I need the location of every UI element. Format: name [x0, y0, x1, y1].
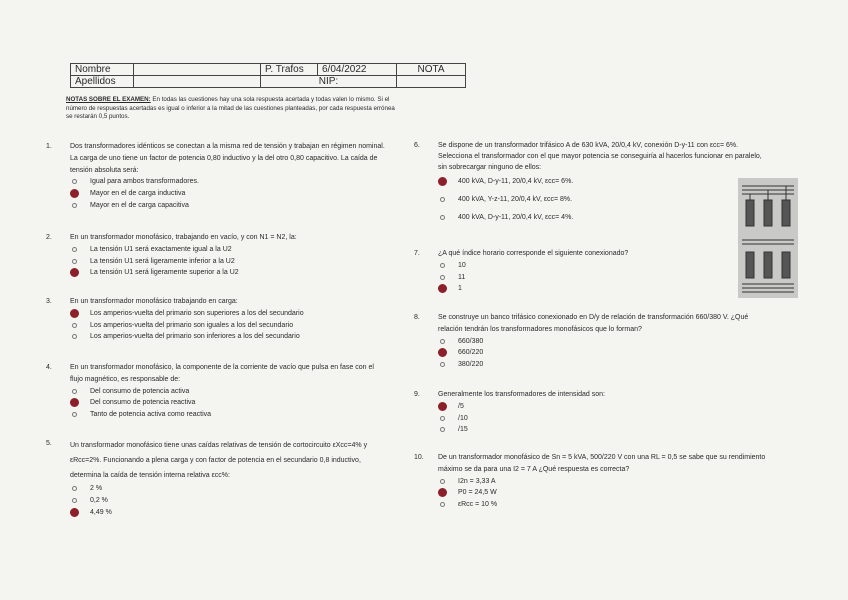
- option-9b[interactable]: /10: [438, 413, 738, 425]
- question-stem: Generalmente los transformadores de intensidad son:: [438, 391, 605, 398]
- option-6b[interactable]: 400 kVA, Y-z-11, 20/0,4 kV, εcc= 8%.: [438, 191, 768, 209]
- option-6a[interactable]: 400 kVA, D-y-11, 20/0,4 kV, εcc= 6%.: [438, 173, 768, 191]
- question-8: [414, 312, 764, 371]
- option-1b[interactable]: Mayor en el de carga inductiva: [70, 188, 392, 200]
- apellidos-label: Apellidos: [71, 76, 134, 88]
- option-8c[interactable]: 380/220: [438, 359, 764, 371]
- radio-empty-icon[interactable]: [72, 498, 77, 503]
- radio-filled-icon[interactable]: [70, 398, 79, 407]
- question-number: 1.: [46, 143, 52, 150]
- radio-filled-icon[interactable]: [70, 189, 79, 198]
- radio-filled-icon[interactable]: [70, 508, 79, 517]
- radio-empty-icon[interactable]: [440, 427, 445, 432]
- question-number: 9.: [414, 391, 420, 398]
- option-4c[interactable]: Tanto de potencia activa como reactiva: [70, 409, 386, 421]
- nip-label: NIP:: [261, 76, 397, 88]
- apellidos-field[interactable]: [134, 76, 261, 88]
- question-2: [46, 232, 410, 279]
- option-7b[interactable]: 11: [438, 272, 728, 284]
- option-8a[interactable]: 660/380: [438, 336, 764, 348]
- radio-empty-icon[interactable]: [72, 334, 77, 339]
- option-3b[interactable]: Los amperios-vuelta del primario son iguales a los del secundario: [70, 320, 410, 332]
- radio-filled-icon[interactable]: [438, 284, 447, 293]
- radio-filled-icon[interactable]: [438, 177, 447, 186]
- radio-empty-icon[interactable]: [440, 215, 445, 220]
- radio-empty-icon[interactable]: [440, 416, 445, 421]
- option-10b[interactable]: P0 = 24,5 W: [438, 487, 774, 499]
- question-10: [414, 452, 774, 511]
- question-number: 8.: [414, 314, 420, 321]
- option-8b[interactable]: 660/220: [438, 347, 764, 359]
- question-stem: ¿A qué índice horario corresponde el siguiente conexionado?: [438, 250, 629, 257]
- question-stem: En un transformador monofásico, la componente de la corriente de vacío que pulsa en fase con el flujo magnético, es responsable de:: [70, 364, 374, 383]
- question-stem: Dos transformadores idénticos se conectan a la misma red de tensión y trabajan en régimen nominal. La carga de uno tiene un factor de potencia 0,80 inductivo y la del otro 0,80 capacitivo. La caída de tensión absoluta será:: [70, 143, 385, 174]
- option-1a[interactable]: Igual para ambos transformadores.: [70, 176, 392, 188]
- option-9c[interactable]: /15: [438, 424, 738, 436]
- question-stem: De un transformador monofásico de Sn = 5 kVA, 500/220 V con una RL = 0,5 se sabe que su rendimiento máximo se da para una I2 = 7 A ¿Qué respuesta es correcta?: [438, 454, 766, 473]
- option-3c[interactable]: Los amperios-vuelta del primario son inferiores a los del secundario: [70, 331, 410, 343]
- option-7a[interactable]: 10: [438, 260, 728, 272]
- question-3: [46, 296, 410, 343]
- question-stem: Se construye un banco trifásico conexionado en D/y de relación de transformación 660/380 V. ¿Qué relación tendrán los transformadores monofásicos que lo forman?: [438, 314, 749, 333]
- radio-empty-icon[interactable]: [440, 339, 445, 344]
- question-number: 10.: [414, 454, 424, 461]
- option-5c[interactable]: 4,49 %: [70, 507, 370, 519]
- transformer-connection-diagram: [738, 178, 798, 298]
- question-number: 2.: [46, 234, 52, 241]
- question-number: 4.: [46, 364, 52, 371]
- question-9: [414, 389, 738, 436]
- option-5b[interactable]: 0,2 %: [70, 495, 370, 507]
- radio-empty-icon[interactable]: [72, 179, 77, 184]
- question-7: [414, 248, 728, 295]
- radio-filled-icon[interactable]: [70, 309, 79, 318]
- nota-field[interactable]: [397, 76, 466, 88]
- question-number: 5.: [46, 440, 52, 447]
- option-9a[interactable]: /5: [438, 401, 738, 413]
- student-header-table: [70, 63, 466, 88]
- question-5: [46, 438, 370, 518]
- radio-empty-icon[interactable]: [440, 502, 445, 507]
- option-2c[interactable]: La tensión U1 será ligeramente superior a la U2: [70, 267, 410, 279]
- nota-label: NOTA: [397, 64, 466, 76]
- radio-filled-icon[interactable]: [438, 348, 447, 357]
- radio-empty-icon[interactable]: [72, 486, 77, 491]
- radio-empty-icon[interactable]: [72, 389, 77, 394]
- radio-filled-icon[interactable]: [70, 268, 79, 277]
- radio-empty-icon[interactable]: [440, 275, 445, 280]
- radio-empty-icon[interactable]: [440, 479, 445, 484]
- option-3a[interactable]: Los amperios-vuelta del primario son superiores a los del secundario: [70, 308, 410, 320]
- question-stem: En un transformador monofásico, trabajando en vacío, y con N1 = N2, la:: [70, 234, 297, 241]
- question-stem: Un transformador monofásico tiene unas caídas relativas de tensión de cortocircuito εXcc=4% y εRcc=2%. Funcionando a plena carga y con factor de potencia en el secundario 0,8 inductivo, determina la caída de tensión interna relativa εcc%:: [70, 442, 368, 479]
- notes-text: En todas las cuestiones hay una sola respuesta acertada y todas valen lo mismo. Si el número de respuestas acertadas es igual o inferior a la mitad de las cuestiones planteadas, por cada respuesta errónea se restarán 0,5 puntos.: [66, 96, 395, 121]
- question-6: [414, 140, 768, 227]
- nombre-field[interactable]: [134, 64, 261, 76]
- nombre-label: Nombre: [71, 64, 134, 76]
- question-1: [46, 141, 392, 212]
- transformer-diagram-icon: [738, 178, 798, 298]
- question-stem: En un transformador monofásico trabajando en carga:: [70, 298, 238, 305]
- date-cell: 6/04/2022: [318, 64, 397, 76]
- question-stem: Se dispone de un transformador trifásico A de 630 kVA, 20/0,4 kV, conexión D-y-11 con εcc= 6%. Selecciona el transformador con el que mayor potencia se conseguiría al hacerlos funcionar en paralelo, sin sobrecargar ninguno de ellos:: [438, 142, 762, 171]
- question-number: 7.: [414, 250, 420, 257]
- option-2a[interactable]: La tensión U1 será exactamente igual a la U2: [70, 244, 410, 256]
- radio-empty-icon[interactable]: [72, 259, 77, 264]
- exam-notes: [66, 96, 396, 122]
- option-6c[interactable]: 400 kVA, D-y-11, 20/0,4 kV, εcc= 4%.: [438, 209, 768, 227]
- radio-filled-icon[interactable]: [438, 488, 447, 497]
- option-10a[interactable]: I2n = 3,33 A: [438, 476, 774, 488]
- option-4a[interactable]: Del consumo de potencia activa: [70, 386, 386, 398]
- radio-filled-icon[interactable]: [438, 402, 447, 411]
- question-number: 6.: [414, 142, 420, 149]
- option-1c[interactable]: Mayor en el de carga capacitiva: [70, 200, 392, 212]
- option-2b[interactable]: La tensión U1 será ligeramente inferior a la U2: [70, 256, 410, 268]
- radio-empty-icon[interactable]: [440, 263, 445, 268]
- question-4: [46, 362, 386, 421]
- radio-empty-icon[interactable]: [72, 412, 77, 417]
- radio-empty-icon[interactable]: [72, 203, 77, 208]
- option-10c[interactable]: εRcc = 10 %: [438, 499, 774, 511]
- option-5a[interactable]: 2 %: [70, 483, 370, 495]
- subject-cell: P. Trafos: [261, 64, 318, 76]
- radio-empty-icon[interactable]: [440, 362, 445, 367]
- radio-empty-icon[interactable]: [72, 247, 77, 252]
- radio-empty-icon[interactable]: [440, 197, 445, 202]
- question-number: 3.: [46, 298, 52, 305]
- radio-empty-icon[interactable]: [72, 323, 77, 328]
- option-4b[interactable]: Del consumo de potencia reactiva: [70, 397, 386, 409]
- option-7c[interactable]: 1: [438, 283, 728, 295]
- notes-title: NOTAS SOBRE EL EXAMEN:: [66, 96, 151, 103]
